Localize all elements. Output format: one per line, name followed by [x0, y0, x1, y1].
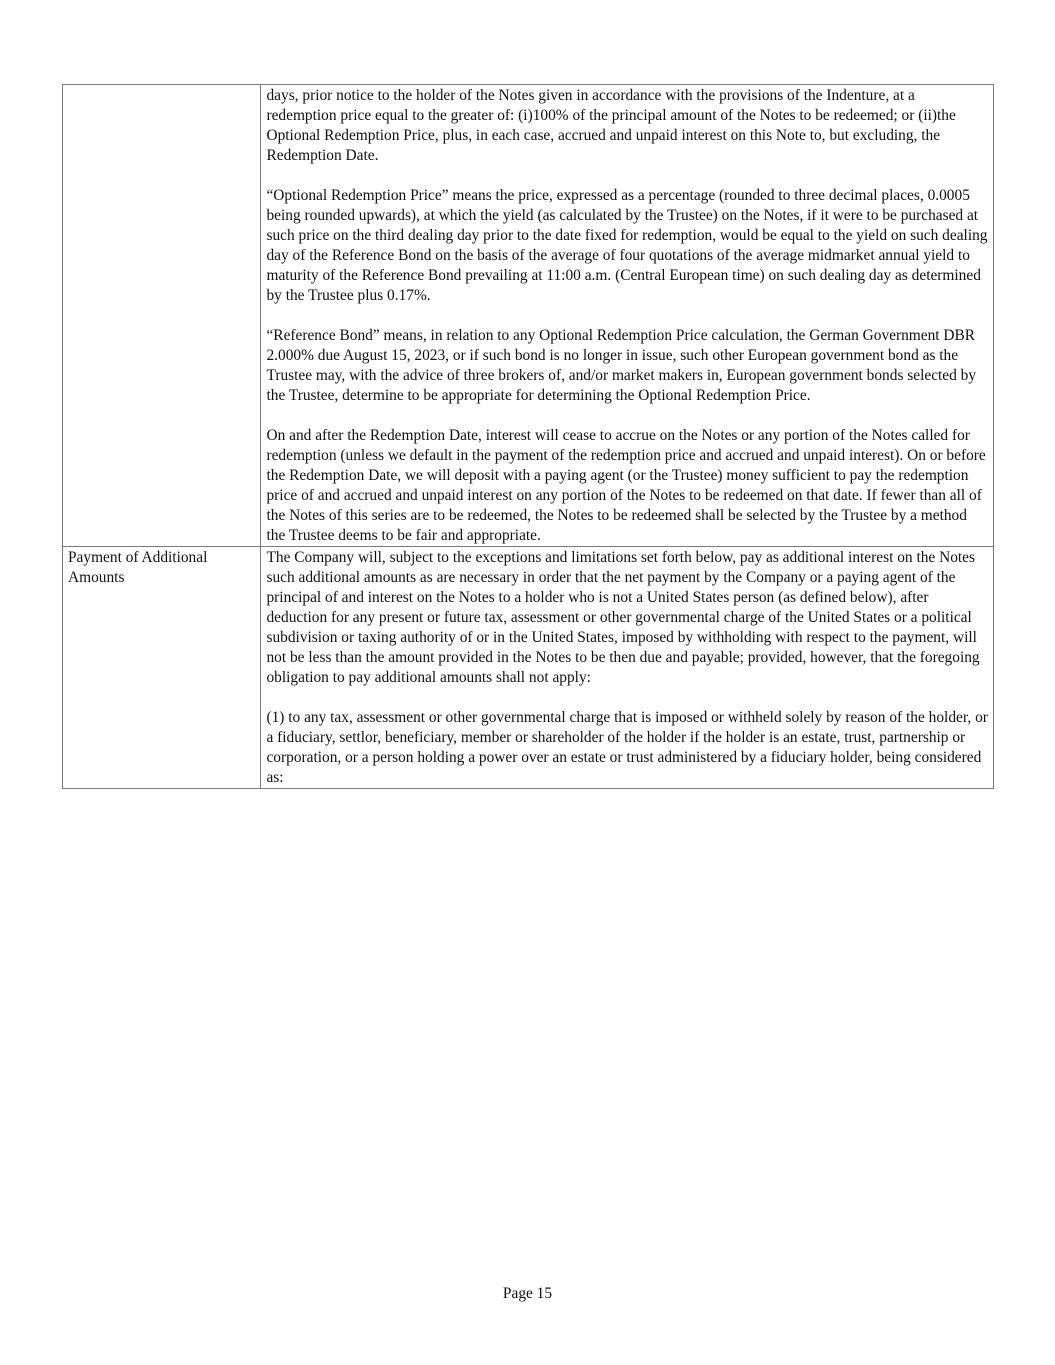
- row-label: [63, 85, 261, 547]
- additional-amounts-text: The Company will, subject to the exceptions and limitations set forth below, pay as additional interest on the Notes such additional amounts as are necessary in order that the net payment by the Company or a paying agent of the principal of and interest on the Notes to a holder who is not a United States person (as defined below), after deduction for any present or future tax, assessment or other governmental charge of the United States or a political subdivision or taxing authority of or in the United States, imposed by withholding with respect to the payment, will not be less than the amount provided in the Notes to be then due and payable; provided, however, that the foregoing obligation to pay additional amounts shall not apply: (1) to any tax, assessment or other governmental charge that is imposed or withheld solely by reason of the holder, or a fiduciary, settlor, beneficiary, member or shareholder of the holder if the holder is an estate, trust, partnership or corporation, or a person holding a power over an estate or trust administered by a fiduciary holder, being considered as:: [261, 547, 994, 789]
- table-row: [63, 85, 994, 547]
- redemption-text: days, prior notice to the holder of the Notes given in accordance with the provisions of the Indenture, at a redemption price equal to the greater of: (i)100% of the principal amount of the Notes to be redeemed; or (ii)the Optional Redemption Price, plus, in each case, accrued and unpaid interest on this Note to, but excluding, the Redemption Date. “Optional Redemption Price” means the price, expressed as a percentage (rounded to three decimal places, 0.0005 being rounded upwards), at which the yield (as calculated by the Trustee) on the Notes, if it were to be purchased at such price on the third dealing day prior to the date fixed for redemption, would be equal to the yield on such dealing day of the Reference Bond on the basis of the average of four quotations of the average midmarket annual yield to maturity of the Reference Bond prevailing at 11:00 a.m. (Central European time) on such dealing day as determined by the Trustee plus 0.17%. “Reference Bond” means, in relation to any Optional Redemption Price calculation, the German Government DBR 2.000% due August 15, 2023, or if such bond is no longer in issue, such other European government bond as the Trustee may, with the advice of three brokers of, and/or market makers in, European government bonds selected by the Trustee, determine to be appropriate for determining the Optional Redemption Price. On and after the Redemption Date, interest will cease to accrue on the Notes or any portion of the Notes called for redemption (unless we default in the payment of the redemption price and accrued and unpaid interest). On or before the Redemption Date, we will deposit with a paying agent (or the Trustee) money sufficient to pay the redemption price of and accrued and unpaid interest on any portion of the Notes to be redeemed on that date. If fewer than all of the Notes of this series are to be redeemed, the Notes to be redeemed shall be selected by the Trustee by a method the Trustee deems to be fair and appropriate.: [261, 85, 994, 547]
- table-row: [63, 547, 994, 789]
- terms-table: [62, 84, 994, 789]
- row-label: Payment of Additional Amounts: [63, 547, 261, 789]
- page-number: Page 15: [502, 1285, 553, 1302]
